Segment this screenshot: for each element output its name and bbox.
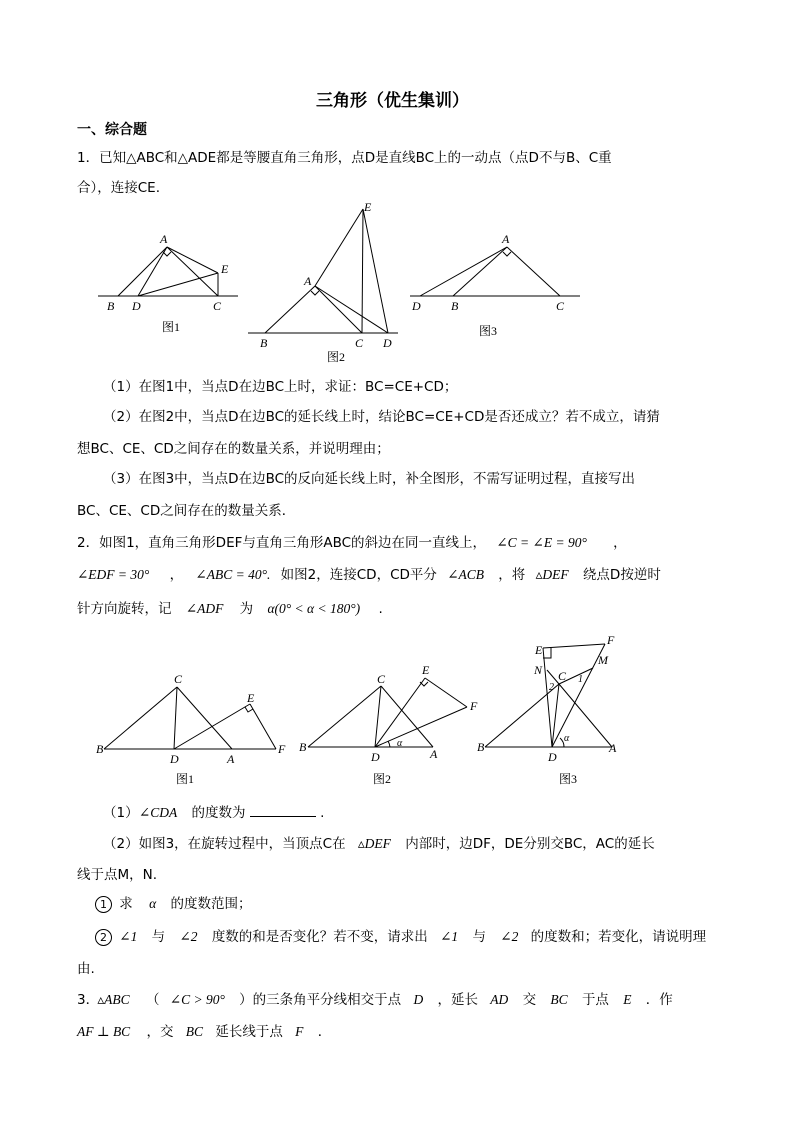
page-title: 三角形（优生集训） — [316, 91, 469, 111]
q2-f3-label-1: 1 — [578, 674, 583, 685]
q1-f1-label-A: A — [160, 232, 168, 246]
q2-f2-label-F: F — [470, 699, 478, 713]
q2-f3-label-E: E — [535, 643, 543, 657]
q1-f2-label-A: A — [304, 274, 312, 288]
q3-line2 — [77, 1020, 331, 1040]
q1-part1: （1）在图1中，当点D在边BC上时，求证：BC=CE+CD； — [103, 379, 458, 395]
q1-f2-label-E: E — [364, 200, 372, 214]
q2-f3-label-M: M — [598, 653, 608, 667]
q2-f2-label-A: A — [430, 747, 438, 761]
q2-fig3-diagram — [485, 644, 612, 747]
q1-fig3-diagram — [410, 247, 580, 296]
q2-sub2 — [95, 925, 706, 946]
q1-fig2-diagram — [248, 209, 398, 333]
q2-part2-line2: 线于点M，N. — [77, 867, 158, 883]
q1-f2-label-C: C — [355, 336, 364, 350]
q2-s2-m4: ∠2 — [500, 929, 519, 944]
q2-p2a-text: （2）如图3，在旋转过程中，当顶点C在 — [103, 836, 346, 852]
q2-p1-tail: 的度数为 — [191, 805, 246, 821]
q3-l1-num: 3． — [77, 992, 100, 1008]
q2-f3-label-B: B — [477, 740, 485, 754]
q1-f3-label-C: C — [556, 299, 565, 313]
q1-line1: 1．已知△ABC和△ADE都是等腰直角三角形，点D是直线BC上的一动点（点D不与B、C重 — [77, 150, 612, 166]
q1-f3-label-D: D — [412, 299, 421, 313]
q2-f3-label-C: C — [558, 669, 567, 683]
q2-f1-label-F: F — [278, 742, 286, 756]
q3-l1-t1: （ — [145, 992, 160, 1008]
q2-f3-label-alpha: α — [564, 733, 570, 744]
q1-f1-label-E: E — [221, 262, 229, 276]
section-heading: 一、综合题 — [77, 122, 147, 138]
q2-sub1-number: 1 — [95, 896, 112, 913]
q3-line1 — [77, 988, 673, 1008]
q2-f2-label-B: B — [299, 740, 307, 754]
q2-fig2-caption: 图2 — [373, 772, 392, 786]
q2-l2-t2: ，将 — [498, 567, 526, 583]
q2-f1-label-A: A — [227, 752, 235, 766]
q2-l3-t3: . — [378, 601, 383, 617]
q2-s2-t3: 与 — [472, 929, 486, 945]
q1-f2-label-D: D — [383, 336, 392, 350]
q2-s1-t1: 求 — [119, 896, 133, 912]
q2-p1-end: . — [320, 805, 325, 821]
q2-l2-t3: 绕点D按逆时 — [582, 567, 661, 583]
q2-f1-label-C: C — [174, 672, 183, 686]
q2-part2-line1 — [103, 832, 655, 852]
q2-l2-t1: 如图2，连接CD，CD平分 — [280, 567, 437, 583]
q2-f2-label-alpha: α — [397, 738, 403, 749]
q2-s2-m2: ∠2 — [179, 929, 198, 944]
q1-part3-line2: BC、CE、CD之间存在的数量关系． — [77, 503, 296, 519]
q2-fig1-caption: 图1 — [176, 772, 195, 786]
q2-l2-m4: ▵DEF — [535, 567, 569, 582]
q3-l2-m3: F — [295, 1024, 304, 1039]
q3-l1-m4: AD — [490, 992, 509, 1007]
q2-figures — [90, 630, 650, 792]
q1-fig1-diagram — [98, 247, 238, 296]
q2-f3-label-D: D — [548, 750, 557, 764]
q2-p1-answer-blank — [250, 804, 316, 817]
q3-l1-t6: ．作 — [645, 992, 673, 1008]
q2-l1-tail: ， — [613, 535, 627, 551]
q3-l2-t2: 延长线于点 — [215, 1024, 283, 1040]
q1-line2: 合），连接CE. — [77, 180, 160, 196]
q2-f3-label-N: N — [534, 663, 543, 677]
q2-s2-t2: 度数的和是否变化？若不变，请求出 — [211, 929, 428, 945]
q2-f1-label-B: B — [96, 742, 104, 756]
q2-f1-label-E: E — [247, 691, 255, 705]
q2-l2-s1: ， — [169, 567, 184, 583]
q2-l3-m2: α(0° < α < 180°) — [267, 601, 361, 616]
q2-line3 — [77, 597, 383, 617]
q1-figures — [90, 195, 690, 365]
q3-l1-t5: 于点 — [581, 992, 609, 1008]
q2-l3-t2: 为 — [239, 601, 254, 617]
q2-line1 — [77, 531, 627, 551]
q2-f2-label-C: C — [377, 672, 386, 686]
q2-s2-m3: ∠1 — [440, 929, 459, 944]
q3-l2-t1: ，交 — [146, 1024, 174, 1040]
q2-fig3-caption: 图3 — [559, 772, 578, 786]
q3-l2-m2: BC — [185, 1024, 204, 1039]
q3-l1-m1: ▵ABC — [97, 992, 130, 1007]
q2-f2-label-D: D — [371, 750, 380, 764]
q3-l1-m6: E — [623, 992, 632, 1007]
q2-part1 — [103, 801, 324, 821]
q3-l1-m3: D — [413, 992, 424, 1007]
q1-f3-label-B: B — [451, 299, 459, 313]
q2-p1-text: （1） — [103, 805, 139, 821]
q1-part2-line1: （2）在图2中，当点D在边BC的延长线上时，结论BC=CE+CD是否还成立？若不成立，请猜 — [103, 409, 660, 425]
q2-s2-t4: 的度数和；若变化，请说明理 — [530, 929, 707, 945]
q2-f2-label-E: E — [422, 663, 430, 677]
q2-f3-label-F: F — [607, 633, 615, 647]
q2-s1-t2: 的度数范围； — [170, 896, 252, 912]
q2-f1-label-D: D — [170, 752, 179, 766]
q1-f2-label-B: B — [260, 336, 268, 350]
q3-l1-t4: 交 — [522, 992, 537, 1008]
q2-l2-m3: ∠ACB — [447, 567, 484, 582]
q2-f3-label-2: 2 — [549, 682, 554, 693]
q2-fig2-diagram — [308, 678, 467, 747]
q1-part3-line1: （3）在图3中，当点D在边BC的反向延长线上时，补全图形，不需写证明过程，直接写出 — [103, 471, 636, 487]
q1-fig2-caption: 图2 — [327, 350, 346, 364]
q2-p2a-math: ▵DEF — [357, 836, 391, 851]
q2-p2a-tail: 内部时，边DF，DE分别交BC，AC的延长 — [405, 836, 655, 852]
q3-l1-m2: ∠C > 90° — [169, 992, 225, 1007]
q2-s1-math: α — [149, 896, 157, 911]
q2-sub2-end: 由. — [77, 961, 95, 977]
q1-f3-label-A: A — [502, 232, 510, 246]
q2-l2-m2: ∠ABC = 40°. — [195, 567, 271, 582]
q3-l1-t2: ）的三条角平分线相交于点 — [239, 992, 402, 1008]
q1-fig1-caption: 图1 — [162, 320, 181, 334]
q3-l2-m1: AF ⊥ BC — [77, 1024, 131, 1039]
q2-p1-math: ∠CDA — [138, 805, 178, 820]
q1-f1-label-B: B — [107, 299, 115, 313]
q2-l2-m1: ∠EDF = 30° — [77, 567, 150, 582]
q2-s2-t1: 与 — [151, 929, 166, 945]
q1-f1-label-D: D — [132, 299, 141, 313]
q3-l2-t3: ． — [317, 1024, 332, 1040]
q1-part2-line2: 想BC、CE、CD之间存在的数量关系，并说明理由； — [77, 441, 390, 457]
q3-l1-t3: ，延长 — [437, 992, 478, 1008]
q1-f1-label-C: C — [213, 299, 222, 313]
q2-f3-label-A: A — [609, 741, 617, 755]
q2-line2 — [77, 563, 661, 583]
q2-l3-m1: ∠ADF — [185, 601, 224, 616]
q1-fig3-caption: 图3 — [479, 324, 498, 338]
q2-l1-math: ∠C = ∠E = 90° — [496, 535, 587, 550]
q2-s2-m1: ∠1 — [119, 929, 138, 944]
q2-l1-text: 2．如图1，直角三角形DEF与直角三角形ABC的斜边在同一直线上， — [77, 535, 487, 551]
q2-sub1 — [95, 892, 251, 913]
q3-l1-m5: BC — [550, 992, 568, 1007]
q2-l3-t1: 针方向旋转，记 — [77, 601, 172, 617]
q2-sub2-number: 2 — [95, 929, 112, 946]
